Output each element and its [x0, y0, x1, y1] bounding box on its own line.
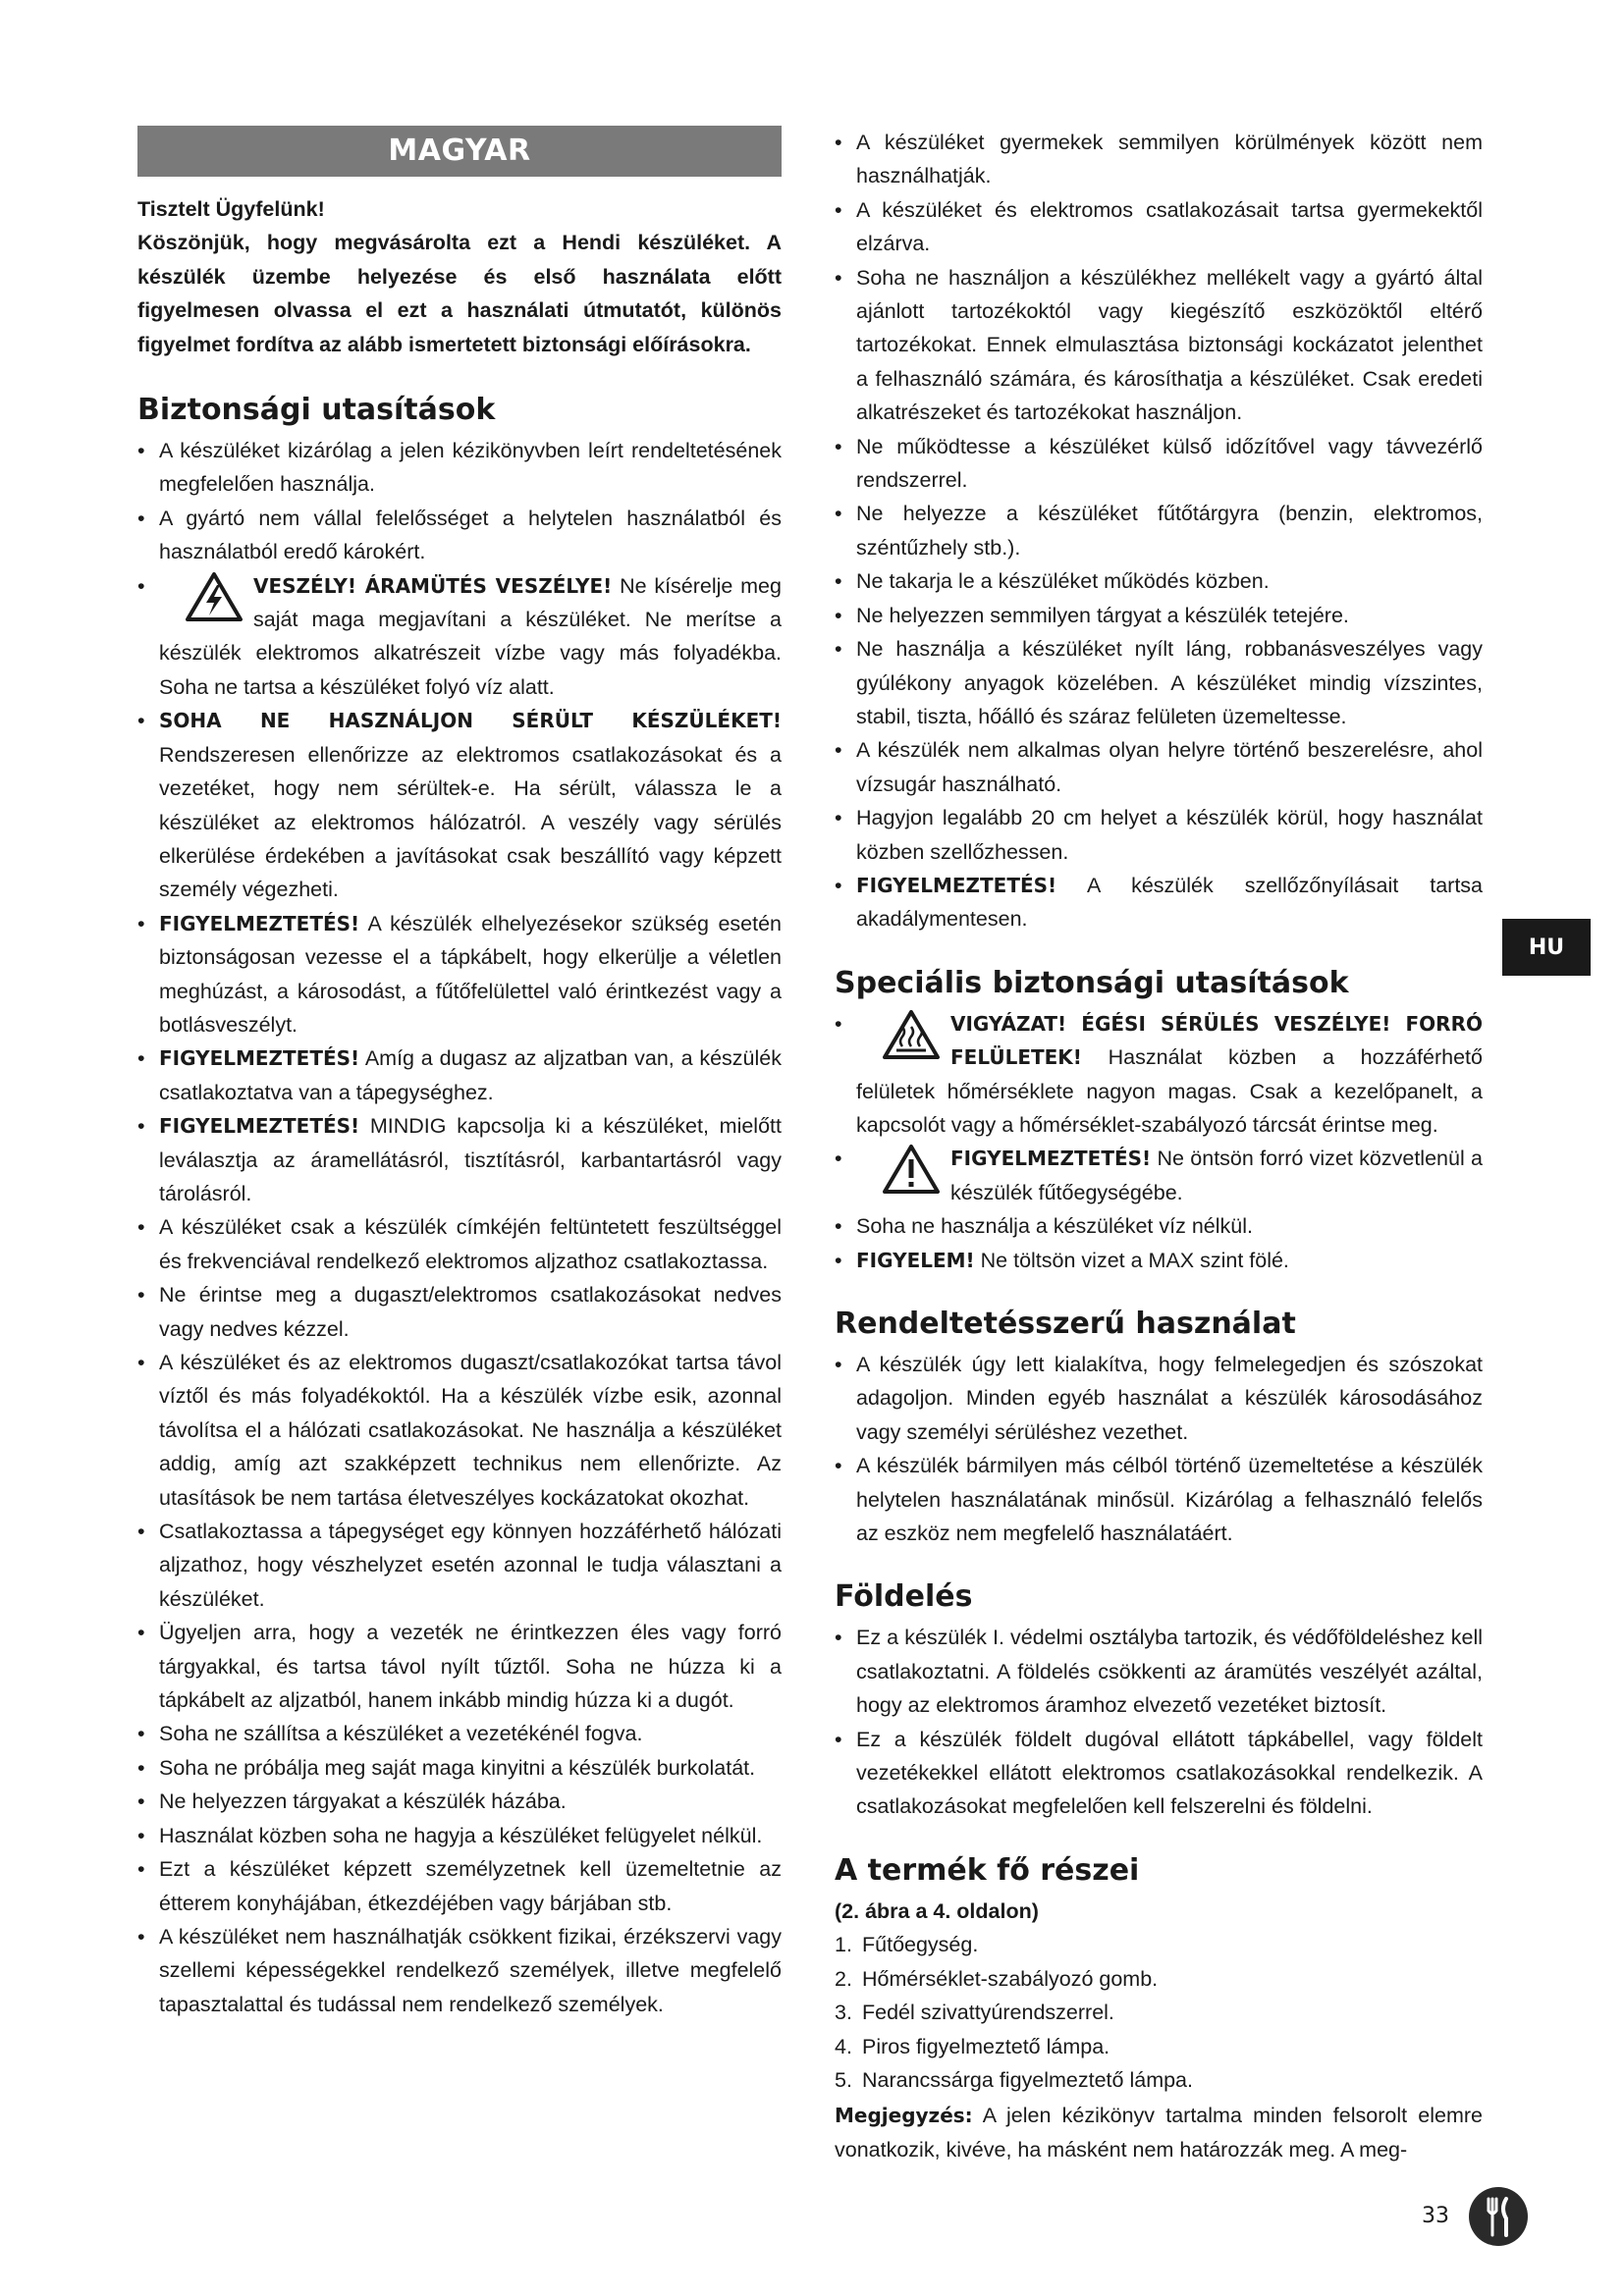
intended-use-heading: Rendeltetésszerű használat — [835, 1307, 1296, 1341]
list-item: • A készüléket nem használhatják csökkent fizikai, érzékszervi vagy szellemi képességekkel rendelkező személyek, illetve megfelelő tapasztalattal és tudással nem rendelkező személyek. — [137, 1920, 782, 2021]
main-parts-subtitle: (2. ábra a 4. oldalon) — [835, 1898, 1039, 1923]
list-item: • Csatlakoztassa a tápegységet egy könnyen hozzáférhető hálózati aljzathoz, hogy vészhelyzet esetén azonnal le tudja választani a készüléket. — [137, 1515, 782, 1616]
list-item: • FIGYELMEZTETÉS! MINDIG kapcsolja ki a készüléket, mielőtt leválasztja az áramellátásról, tisztításról, karbantartásról vagy tárolásról. — [137, 1109, 782, 1210]
list-item: • A gyártó nem vállal felelősséget a helytelen használatból és használatból eredő károkért. — [137, 502, 782, 569]
list-item: • VIGYÁZAT! ÉGÉSI SÉRÜLÉS VESZÉLYE! FORRÓ FELÜLETEK! Használat közben a hozzáférhető felületek hőmérséklete nagyon magas. Csak a kezelőpanelt, a kapcsolót vagy a hőmérséklet-szabályozó tárcsát érintse meg. — [835, 1007, 1483, 1143]
list-item: • A készülék bármilyen más célból történő üzemeltetése a készülék helytelen használatának minősül. Kizárólag a felhasználó felelős az eszköz nem megfelelő használatáért. — [835, 1449, 1483, 1550]
bullet-dot: • — [137, 573, 145, 598]
list-item: • Ne helyezzen semmilyen tárgyat a készülék tetejére. — [835, 599, 1483, 632]
list-item: • A készüléket és elektromos csatlakozásait tartsa gyermekektől elzárva. — [835, 193, 1483, 261]
note-paragraph: Megjegyzés: A jelen kézikönyv tartalma minden felsorolt elemre vonatkozik, kivéve, ha másként nem határozzák meg. A meg- — [835, 2104, 1483, 2162]
list-item: • A készüléket csak a készülék címkéjén feltüntetett feszültséggel és frekvenciával rendelkező elektromos aljzathoz csatlakoztassa. — [137, 1210, 782, 1278]
main-parts-heading: A termék fő részei — [835, 1852, 1140, 1888]
list-item: • A készüléket kizárólag a jelen kézikönyvben leírt rendeltetésének megfelelően használja. — [137, 434, 782, 502]
list-item: • Hagyjon legalább 20 cm helyet a készülék körül, hogy használat közben szellőzhessen. — [835, 801, 1483, 869]
electric-shock-warning-icon — [185, 571, 244, 622]
list-item: • Ne érintse meg a dugaszt/elektromos csatlakozásokat nedves vagy nedves kézzel. — [137, 1278, 782, 1346]
list-item: • FIGYELMEZTETÉS! A készülék elhelyezésekor szükség esetén biztonságosan vezesse el a tápkábelt, hogy elkerülje a véletlen meghúzást, a károsodást, a fűtőfelülettel való érintkezést vagy a botlásveszélyt. — [137, 907, 782, 1042]
list-item: • Ne helyezzen tárgyakat a készülék házába. — [137, 1785, 782, 1818]
grounding-heading: Földelés — [835, 1579, 973, 1615]
list-item: • Soha ne használja a készüléket víz nélkül. — [835, 1209, 1483, 1243]
general-warning-icon — [882, 1144, 941, 1195]
list-item: • FIGYELMEZTETÉS! Ne öntsön forró vizet közvetlenül a készülék fűtőegységébe. — [835, 1142, 1483, 1209]
right-column — [835, 126, 1483, 2166]
list-item: 2. Hőmérséklet-szabályozó gomb. — [835, 1966, 1159, 1991]
list-item: • FIGYELMEZTETÉS! Amíg a dugasz az aljzatban van, a készülék csatlakoztatva van a tápegységhez. — [137, 1041, 782, 1109]
list-item: • Soha ne szállítsa a készüléket a vezetékénél fogva. — [137, 1717, 782, 1750]
intended-use-list — [835, 1348, 1483, 1550]
special-safety-heading: Speciális biztonsági utasítások — [835, 965, 1349, 1000]
list-item: • FIGYELMEZTETÉS! A készülék szellőzőnyílásait tartsa akadálymentesen. — [835, 869, 1483, 936]
page-number: 33 — [1422, 2204, 1449, 2228]
cutlery-logo-icon — [1467, 2185, 1530, 2248]
list-item: • Ne helyezze a készüléket fűtőtárgyra (benzin, elektromos, széntűzhely stb.). — [835, 497, 1483, 564]
list-item: • Ne használja a készüléket nyílt láng, robbanásveszélyes vagy gyúlékony anyagok közelében. A készüléket mindig vízszintes, stabil, tiszta, hőálló és száraz felületen üzemeltesse. — [835, 632, 1483, 733]
list-item: • Soha ne próbálja meg saját maga kinyitni a készülék burkolatát. — [137, 1751, 782, 1785]
intro-greeting: Tisztelt Ügyfelünk! — [137, 197, 325, 221]
intro-text: Köszönjük, hogy megvásárolta ezt a Hendi készüléket. A készülék üzembe helyezése és első használata előtt figyelmesen olvassa el ezt a használati útmutatót, különös figyelmet fordítva az alább ismertetett biztonsági előírásokra. — [137, 231, 782, 356]
list-item: • Ne működtesse a készüléket külső időzítővel vagy távvezérlő rendszerrel. — [835, 430, 1483, 498]
list-item: • SOHA NE HASZNÁLJON SÉRÜLT KÉSZÜLÉKET! Rendszeresen ellenőrizze az elektromos csatlakozásokat és a vezetéket, hogy nem sérültek-e. Ha sérült, válassza le a készüléket az elektromos hálózatról. A veszély vagy sérülés elkerülése érdekében a javításokat csak beszállító vagy képzett személy végezheti. — [137, 704, 782, 906]
list-item: • FIGYELEM! Ne töltsön vizet a MAX szint fölé. — [835, 1244, 1483, 1277]
parts-list — [835, 1928, 1483, 2097]
intro-block — [137, 192, 782, 361]
bullet-dot: • — [835, 1147, 842, 1171]
list-item: 4. Piros figyelmeztető lámpa. — [835, 2034, 1110, 2058]
safety-heading: Biztonsági utasítások — [137, 393, 496, 428]
safety-list — [137, 434, 782, 2021]
special-safety-list — [835, 1007, 1483, 1277]
language-banner: MAGYAR — [137, 126, 782, 177]
bullet-dot: • — [835, 1011, 842, 1036]
list-item: 1. Fűtőegység. — [835, 1933, 979, 1957]
list-item: • Ne takarja le a készüléket működés közben. — [835, 564, 1483, 598]
language-side-tab: HU — [1502, 919, 1591, 976]
list-item: 3. Fedél szivattyúrendszerrel. — [835, 2001, 1114, 2025]
hot-surface-warning-icon — [882, 1009, 941, 1060]
list-item: • A készüléket és az elektromos dugaszt/csatlakozókat tartsa távol víztől és más folyadékoktól. Ha a készülék vízbe esik, azonnal távolítsa el a hálózati csatlakozásokat. Ne használja a készüléket addig, amíg azt szakképzett technikus nem ellenőrizte. Az utasítások be nem tartása életveszélyes kockázatokat okozhat. — [137, 1346, 782, 1515]
list-item: • Használat közben soha ne hagyja a készüléket felügyelet nélkül. — [137, 1819, 782, 1852]
list-item: 5. Narancssárga figyelmeztető lámpa. — [835, 2067, 1193, 2092]
list-item: • Ez a készülék I. védelmi osztályba tartozik, és védőföldeléshez kell csatlakoztatni. A földelés csökkenti az áramütés veszélyét azáltal, hogy az elektromos áramhoz elvezető vezetéket biztosít. — [835, 1621, 1483, 1722]
list-item: • VESZÉLY! ÁRAMÜTÉS VESZÉLYE! Ne kísérelje meg saját maga megjavítani a készüléket. Ne merítse a készülék elektromos alkatrészeit vízbe vagy más folyadékba. Soha ne tartsa a készüléket folyó víz alatt. — [137, 569, 782, 705]
list-item: • Ez a készülék földelt dugóval ellátott tápkábellel, vagy földelt vezetékekkel ellátott elektromos csatlakozásokkal rendelkezik. A csatlakozásokat megfelelően kell felszerelni és földelni. — [835, 1723, 1483, 1824]
list-item: • A készülék úgy lett kialakítva, hogy felmelegedjen és szószokat adagoljon. Minden egyéb használat a készülék károsodásához vagy személyi sérüléshez vezethet. — [835, 1348, 1483, 1449]
list-item: • Ezt a készüléket képzett személyzetnek kell üzemeltetnie az étterem konyhájában, étkezdéjében vagy bárjában stb. — [137, 1852, 782, 1920]
list-item: • Soha ne használjon a készülékhez mellékelt vagy a gyártó által ajánlott tartozékoktól vagy kiegészítő eszközöktől eltérő tartozékokat. Ennek elmulasztása biztonsági kockázatot jelenthet a felhasználó számára, és károsíthatja a készüléket. Csak eredeti alkatrészeket és tartozékokat használjon. — [835, 261, 1483, 430]
grounding-list — [835, 1621, 1483, 1823]
left-column — [137, 126, 782, 2021]
list-item: • Ügyeljen arra, hogy a vezeték ne érintkezzen éles vagy forró tárgyakkal, és tartsa távol nyílt tűztől. Soha ne húzza ki a tápkábelt az aljzatból, hanem inkább mindig húzza ki a dugót. — [137, 1616, 782, 1717]
list-item: • A készüléket gyermekek semmilyen körülmények között nem használhatják. — [835, 126, 1483, 193]
safety-list-continued — [835, 126, 1483, 936]
list-item: • A készülék nem alkalmas olyan helyre történő beszerelésre, ahol vízsugár használható. — [835, 733, 1483, 801]
